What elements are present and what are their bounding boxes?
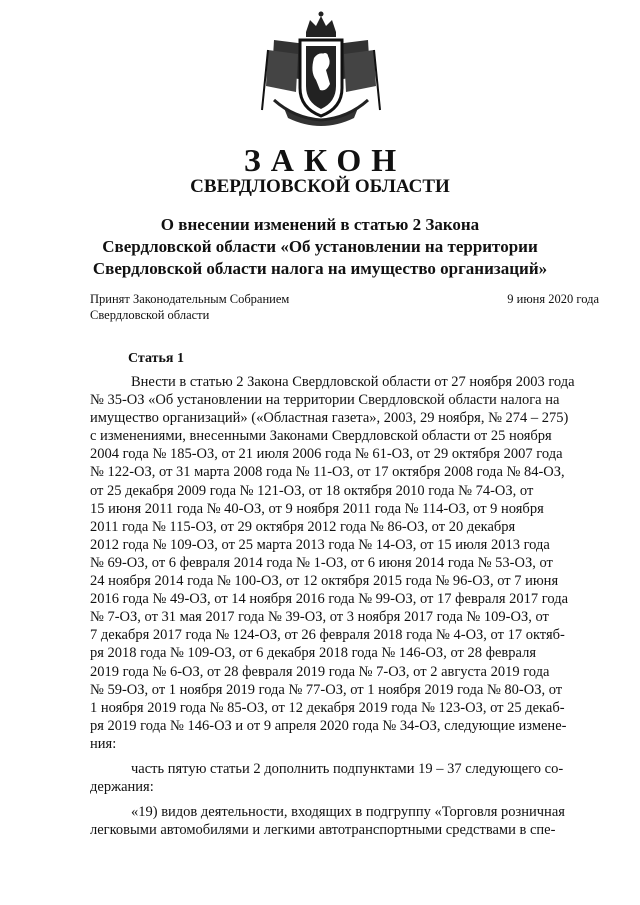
text-line: 2004 года № 185-ОЗ, от 21 июля 2006 года № 61-ОЗ, от 29 октября 2007 года: [90, 446, 563, 463]
text-line: 24 ноября 2014 года № 100-ОЗ, от 12 октября 2015 года № 96-ОЗ, от 7 июня: [90, 573, 559, 590]
text-line: часть пятую статьи 2 дополнить подпунктами 19 – 37 следующего со-: [131, 760, 564, 777]
text-line: от 25 декабря 2009 года № 121-ОЗ, от 18 октября 2010 года № 74-ОЗ, от: [90, 482, 534, 499]
adopted-by: [90, 291, 289, 323]
text-line: 2012 года № 109-ОЗ, от 25 марта 2013 года № 14-ОЗ, от 15 июля 2013 года: [90, 536, 550, 553]
text-line: № 59-ОЗ, от 1 ноября 2019 года № 77-ОЗ, от 1 ноября 2019 года № 80-ОЗ, от: [90, 681, 563, 698]
text-line: 7 декабря 2017 года № 124-ОЗ, от 26 февраля 2018 года № 4-ОЗ, от 17 октяб-: [90, 627, 565, 644]
adopted-date: 9 июня 2020 года: [507, 292, 599, 306]
text-line: № 7-ОЗ, от 31 мая 2017 года № 39-ОЗ, от 3 ноября 2017 года № 109-ОЗ, от: [90, 609, 549, 626]
text-line: 2019 года № 6-ОЗ, от 28 февраля 2019 года № 7-ОЗ, от 2 августа 2019 года: [90, 663, 550, 680]
text-line: 15 июня 2011 года № 40-ОЗ, от 9 ноября 2011 года № 114-ОЗ, от 9 ноября: [90, 500, 544, 517]
text-line: Внести в статью 2 Закона Свердловской области от 27 ноября 2003 года: [131, 374, 575, 390]
text-line: имущество организаций» («Областная газета», 2003, 29 ноября, № 274 – 275): [90, 410, 569, 427]
text-line: легковыми автомобилями и легкими автотранспортными средствами в спе-: [90, 822, 556, 839]
text-line: с изменениями, внесенными Законами Свердловской области от 25 ноября: [90, 428, 552, 445]
heading-line: Свердловской области «Об установлении на территории: [102, 237, 538, 256]
article-title: Статья 1: [128, 351, 184, 366]
adopted-by-line: Свердловской области: [90, 308, 210, 322]
text-line: «19) видов деятельности, входящих в подгруппу «Торговля розничная: [131, 804, 565, 821]
coat-of-arms-emblem: [254, 10, 388, 130]
document-subtitle: СВЕРДЛОВСКОЙ ОБЛАСТИ: [190, 176, 450, 197]
text-line: 1 ноября 2019 года № 85-ОЗ, от 12 декабря 2019 года № 123-ОЗ, от 25 декаб-: [90, 699, 565, 716]
text-line: ря 2018 года № 109-ОЗ, от 6 декабря 2018 года № 146-ОЗ, от 28 февраля: [90, 645, 536, 662]
text-line: № 35-ОЗ «Об установлении на территории Свердловской области налога на: [90, 392, 560, 409]
law-heading: [60, 214, 580, 280]
heading-line: О внесении изменений в статью 2 Закона: [160, 215, 480, 234]
document-title: ЗАКОН: [243, 142, 407, 178]
text-line: 2011 года № 115-ОЗ, от 29 октября 2012 года № 86-ОЗ, от 20 декабря: [90, 518, 516, 535]
text-line: № 69-ОЗ, от 6 февраля 2014 года № 1-ОЗ, от 6 июня 2014 года № 53-ОЗ, от: [90, 554, 553, 571]
adopted-by-line: Принят Законодательным Собранием: [90, 292, 290, 306]
text-line: 2016 года № 49-ОЗ, от 14 ноября 2016 года № 99-ОЗ, от 17 февраля 2017 года: [90, 591, 569, 608]
text-line: ния:: [90, 735, 117, 752]
text-line: держания:: [90, 779, 154, 796]
text-line: № 122-ОЗ, от 31 марта 2008 года № 11-ОЗ, от 17 октября 2008 года № 84-ОЗ,: [90, 464, 565, 481]
article-body: [90, 373, 598, 839]
heading-line: Свердловской области налога на имущество организаций»: [92, 259, 548, 278]
text-line: ря 2019 года № 146-ОЗ и от 9 апреля 2020 года № 34-ОЗ, следующие измене-: [90, 717, 567, 734]
